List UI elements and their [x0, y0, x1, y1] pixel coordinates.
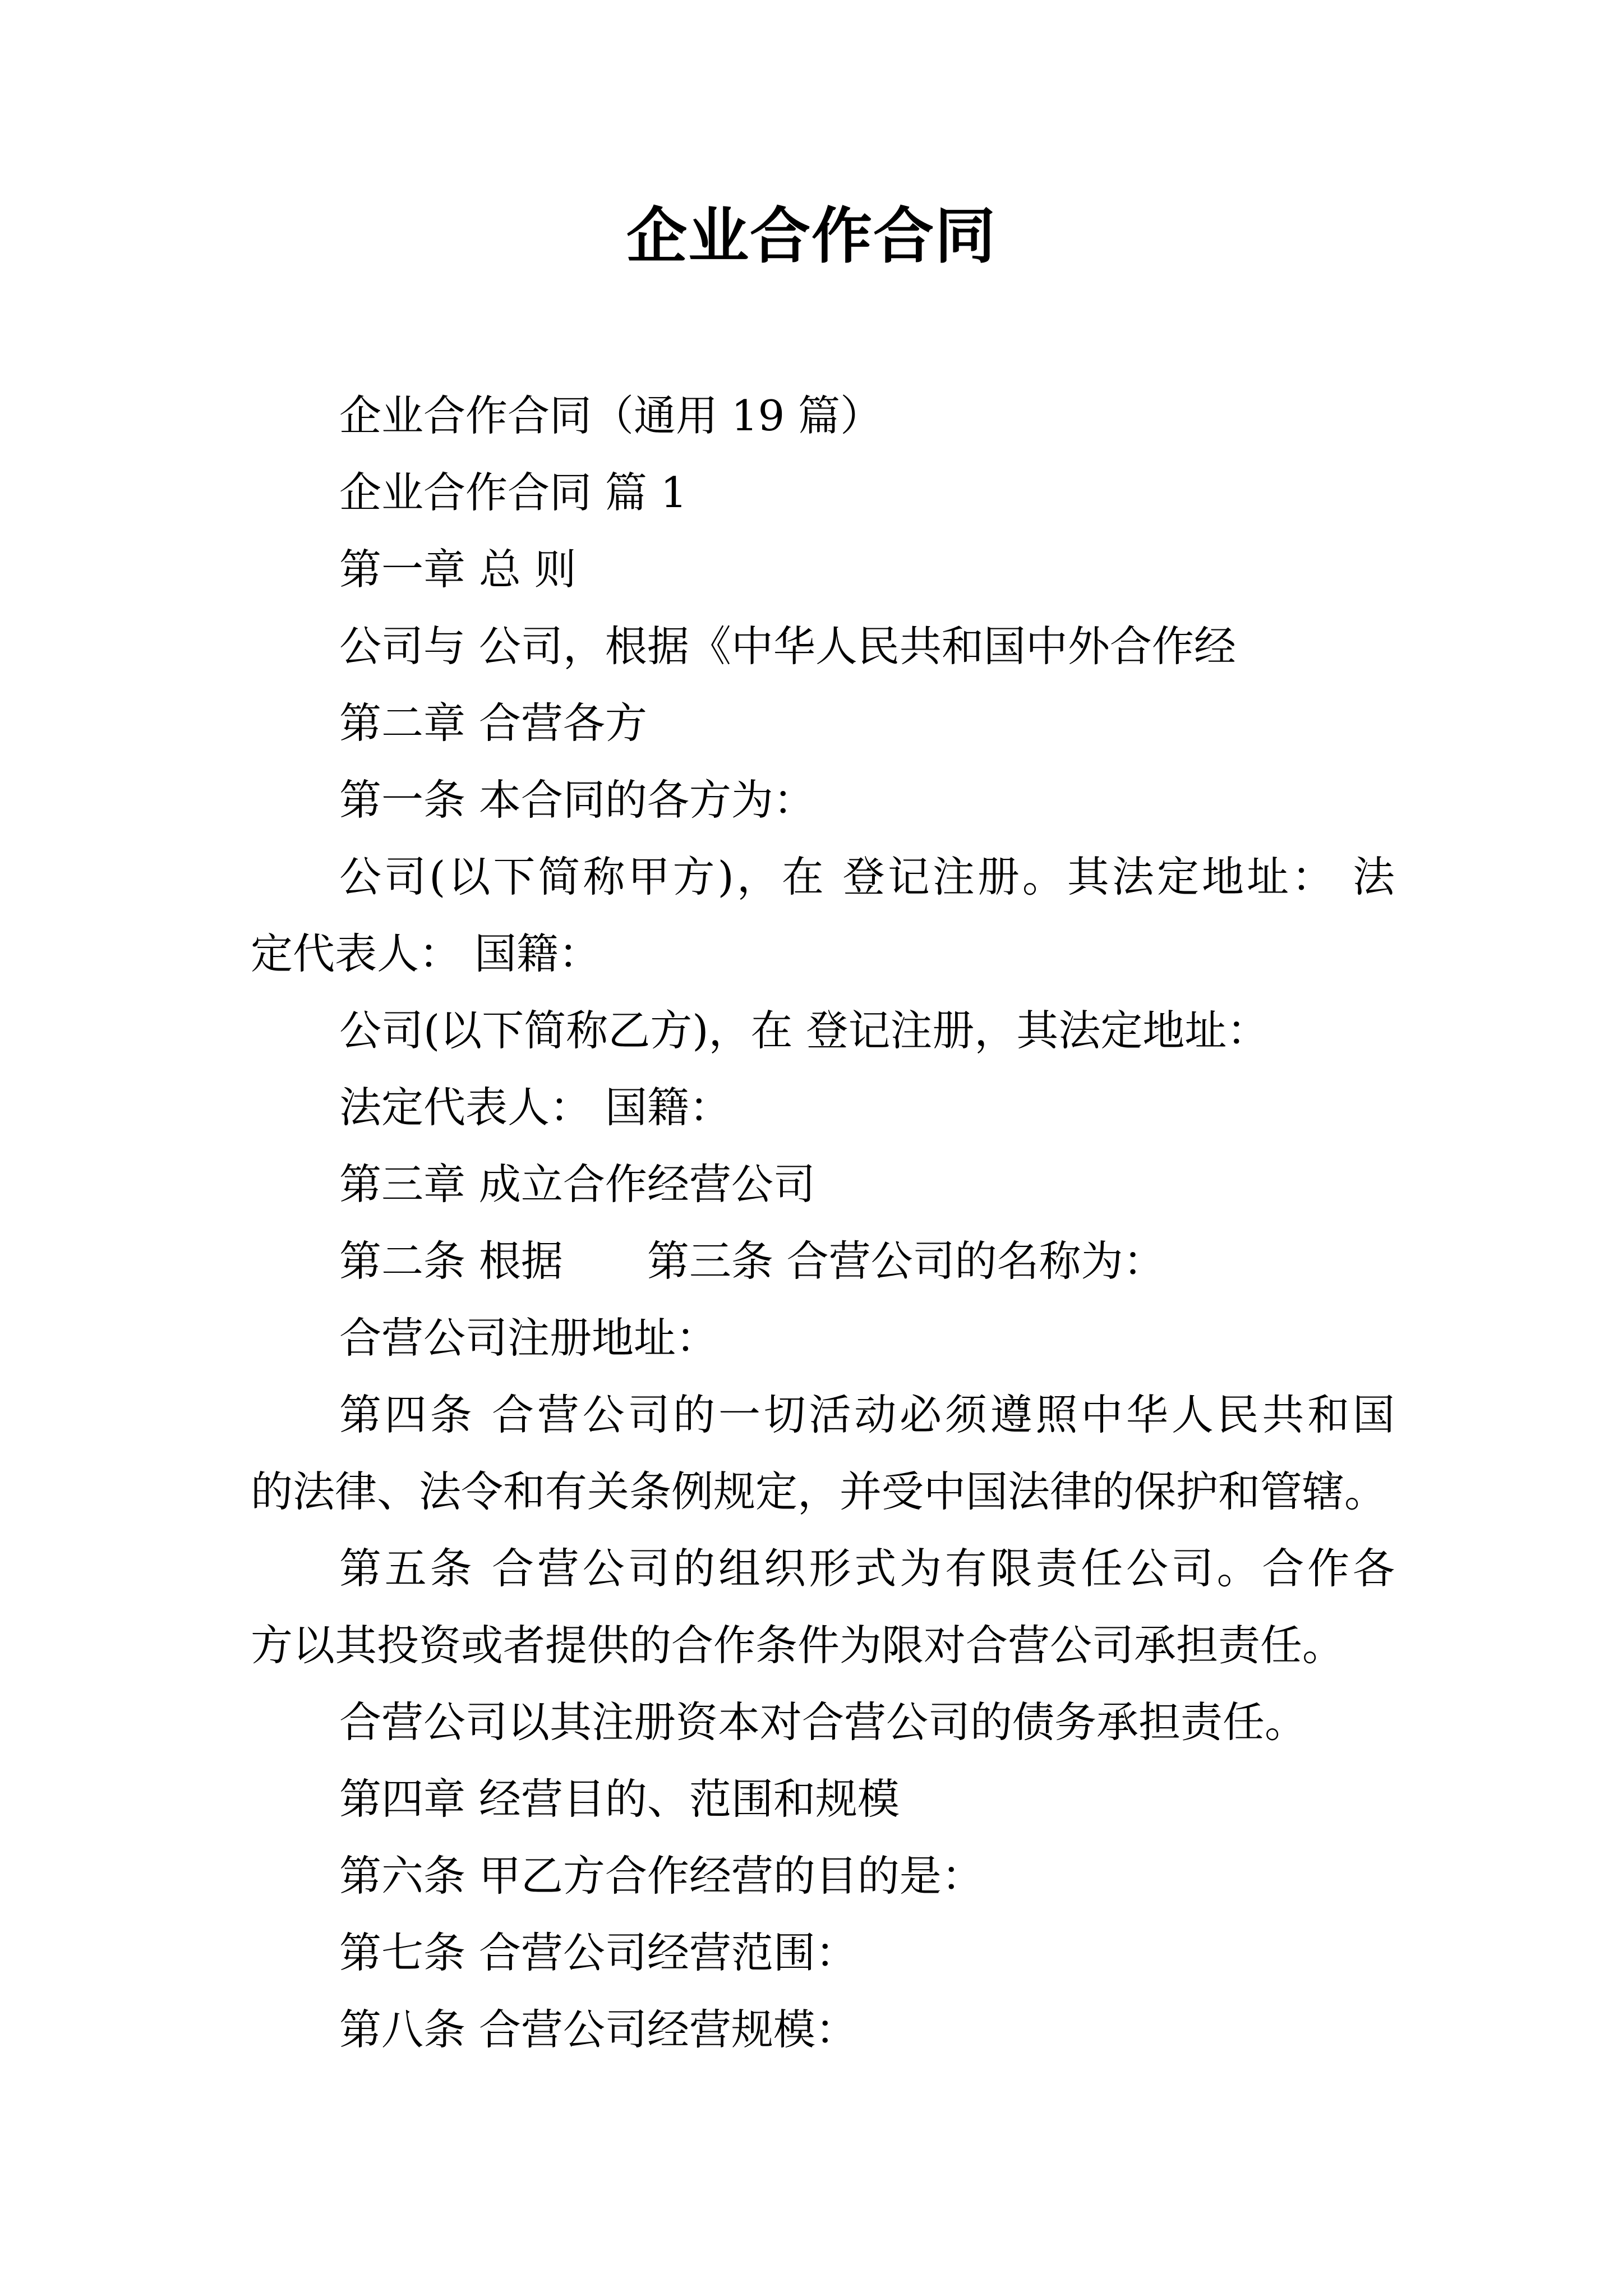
paragraph-line: 合营公司注册地址：: [339, 1313, 718, 1363]
paragraph-line: 第一条 本合同的各方为：: [339, 775, 815, 825]
paragraph-chapter-heading: [251, 1146, 1395, 1223]
paragraph-line: 公司与 公司，根据《中华人民共和国中外合作经: [339, 622, 1236, 671]
paragraph-line: 定代表人： 国籍：: [251, 929, 601, 978]
paragraph: [251, 1300, 1395, 1377]
paragraph-subtitle: [251, 378, 1395, 454]
paragraph: [251, 1069, 1395, 1146]
paragraph: [251, 1684, 1395, 1761]
paragraph-party-a: [251, 839, 1395, 992]
paragraph-section-heading: [251, 454, 1395, 531]
paragraph-article: [251, 1223, 1395, 1300]
paragraph: [251, 608, 1395, 685]
paragraph-line: 第七条 合营公司经营范围：: [339, 1928, 857, 1977]
paragraph-line: 法定代表人： 国籍：: [339, 1083, 731, 1132]
paragraph-line: 第一章 总 则: [339, 545, 577, 594]
paragraph-article: [251, 1991, 1395, 2068]
page-title: 企业合作合同: [626, 201, 997, 272]
paragraph-line: 第二章 合营各方: [339, 698, 647, 748]
paragraph-line: 企业合作合同（通用 19 篇）: [339, 391, 883, 440]
paragraph-line: 第四章 经营目的、范围和规模: [339, 1774, 900, 1824]
paragraph-line: 公司(以下简称甲方)，在 登记注册。其法定地址： 法: [339, 852, 1395, 901]
paragraph-article: [251, 1915, 1395, 1991]
paragraph-article: [251, 1838, 1395, 1915]
paragraph-article: [251, 1530, 1395, 1684]
paragraph-line: 公司(以下简称乙方)，在 登记注册，其法定地址：: [339, 1006, 1269, 1055]
paragraph-line: 第二条 根据 第三条 合营公司的名称为：: [339, 1236, 1165, 1286]
paragraph-line: 第六条 甲乙方合作经营的目的是：: [339, 1851, 984, 1901]
paragraph-line: 的法律、法令和有关条例规定，并受中国法律的保护和管辖。: [251, 1467, 1387, 1516]
paragraph-line: 第五条 合营公司的组织形式为有限责任公司。合作各: [339, 1544, 1395, 1593]
paragraph-article: [251, 762, 1395, 839]
paragraph-line: 第八条 合营公司经营规模：: [339, 2005, 857, 2054]
paragraph-article: [251, 1377, 1395, 1530]
paragraph-line: 合营公司以其注册资本对合营公司的债务承担责任。: [339, 1697, 1307, 1747]
document-body: [251, 378, 1395, 2068]
paragraph-chapter-heading: [251, 685, 1395, 762]
paragraph-party-b: [251, 992, 1395, 1069]
paragraph-line: 第三章 成立合作经营公司: [339, 1159, 815, 1209]
paragraph-chapter-heading: [251, 531, 1395, 608]
paragraph-line: 第四条 合营公司的一切活动必须遵照中华人民共和国: [339, 1390, 1395, 1439]
paragraph-line: 企业合作合同 篇 1: [339, 468, 688, 517]
paragraph-chapter-heading: [251, 1761, 1395, 1838]
paragraph-line: 方以其投资或者提供的合作条件为限对合营公司承担责任。: [251, 1621, 1345, 1670]
